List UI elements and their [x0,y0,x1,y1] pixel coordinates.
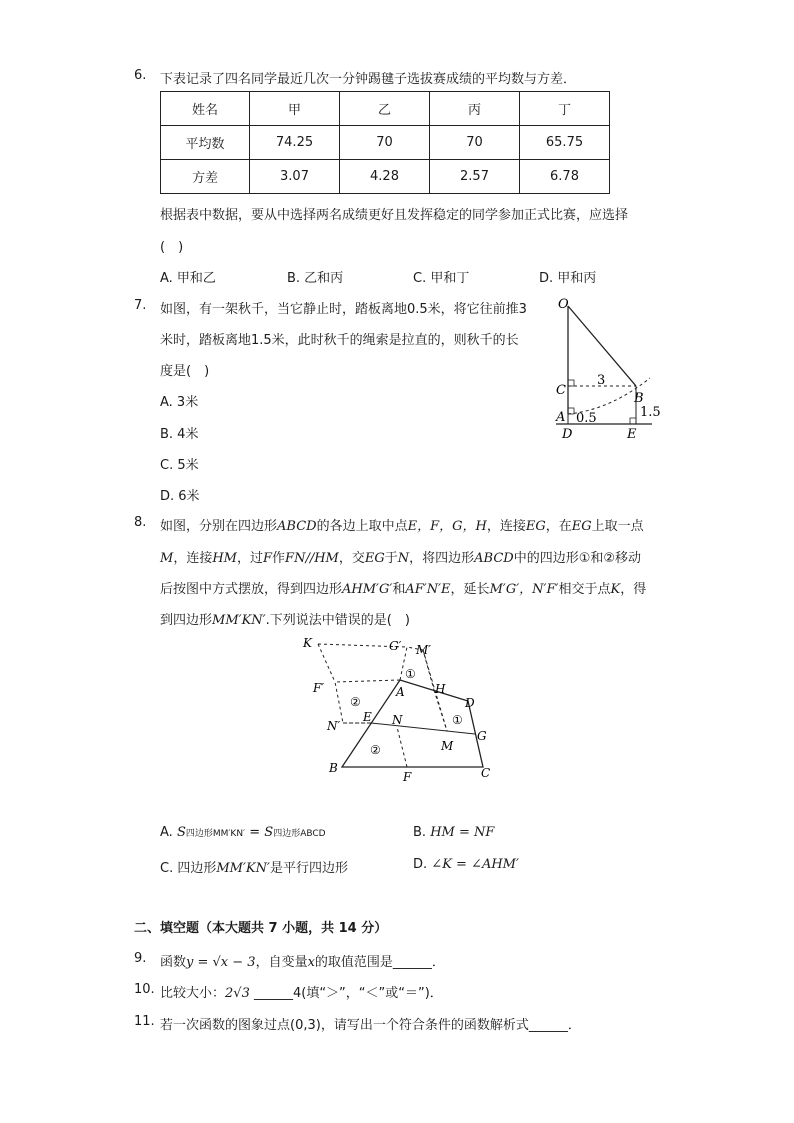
q7-number: 7. [134,298,147,313]
q6-option-a[interactable]: A. 甲和乙 [160,271,216,286]
table-cell: 乙 [340,92,430,126]
q6-score-table [160,91,610,194]
right-angle-mark [568,408,574,414]
q10-number: 10. [134,982,155,997]
q8-option-d[interactable]: D. ∠K = ∠AHM′ [413,857,519,872]
dim-horizontal: 3 [597,373,606,388]
label-m: M [441,739,454,753]
q6-question-line2: ( ) [160,240,184,255]
q8-option-c[interactable]: C. 四边形MM′KN′是平行四边形 [160,861,348,876]
q11-number: 11. [134,1014,155,1029]
segment-fn [397,727,407,767]
q7-option-a[interactable]: A. 3米 [160,395,199,410]
q8-option-a[interactable]: A. S四边形MM′KN′ = S四边形ABCD [160,825,326,840]
label-o: O [558,297,569,312]
region-two: ② [370,743,381,757]
table-cell: 2.57 [430,160,520,194]
table-cell: 4.28 [340,160,430,194]
region-one: ① [452,713,463,727]
table-cell: 65.75 [520,126,610,160]
table-cell: 6.78 [520,160,610,194]
label-a: A [556,410,566,425]
label-f-prime: F′ [313,681,325,695]
q7-line2: 米时，踏板离地1.5米，此时秋千的绳索是拉直的，则秋千的长 [160,333,519,348]
table-cell: 方差 [161,160,250,194]
table-cell: 平均数 [161,126,250,160]
q8-number: 8. [134,515,147,530]
label-g-prime: G′ [389,639,402,653]
segment-kf [318,644,335,682]
label-m-prime: M′ [416,643,432,657]
table-cell: 74.25 [250,126,340,160]
table-cell: 丁 [520,92,610,126]
label-c: C [556,383,566,398]
right-angle-mark [630,418,636,424]
dim-ground-a: 0.5 [576,411,597,426]
label-h: H [435,682,446,696]
q6-number: 6. [134,68,147,83]
label-n: N [392,713,403,727]
q7-line3: 度是( ) [160,364,210,379]
right-angle-mark [568,380,574,386]
table-header-row [161,92,610,126]
table-row [161,126,610,160]
q8-line4: 到四边形MM′KN′.下列说法中错误的是( ) [160,613,410,628]
label-g: G [477,729,487,743]
quadrilateral-figure [295,630,505,790]
label-a: A [396,685,405,699]
table-row [161,160,610,194]
q7-line1: 如图，有一架秋千，当它静止时，踏板离地0.5米，将它往前推3 [160,302,527,317]
table-cell: 70 [340,126,430,160]
q10-text: 比较大小：2√3 ______4(填“＞”，“＜”或“＝”)． [160,986,443,1001]
q8-line2: M，连接HM，过F作FN//HM，交EG于N，将四边形ABCD中的四边形①和②移动 [160,551,642,566]
region-two-moved: ② [350,695,361,709]
q8-line1: 如图，分别在四边形ABCD的各边上取中点E，F，G，H，连接EG，在EG上取一点 [160,519,644,534]
q8-line3: 后按图中方式摆放，得到四边形AHM′G′和AF′N′E，延长M′G′，N′F′相交于点K，得 [160,582,647,597]
q11-text: 若一次函数的图象过点(0,3)，请写出一个符合条件的函数解析式______． [160,1018,581,1033]
dim-ground-b: 1.5 [640,405,661,420]
q7-option-d[interactable]: D. 6米 [160,489,200,504]
q9-number: 9. [134,951,147,966]
table-cell: 丙 [430,92,520,126]
table-cell: 姓名 [161,92,250,126]
label-e: E [363,710,372,724]
label-f: F [403,770,412,784]
region-one-moved: ① [405,667,416,681]
section-title: 二、填空题（本大题共 7 小题，共 14 分） [134,921,388,936]
label-d: D [562,427,573,442]
table-cell: 3.07 [250,160,340,194]
label-b: B [329,761,338,775]
label-e: E [627,427,637,442]
q6-option-d[interactable]: D. 甲和丙 [539,271,597,286]
q8-option-b[interactable]: B. HM = NF [413,825,495,840]
table-cell: 甲 [250,92,340,126]
table-cell: 70 [430,126,520,160]
label-k: K [303,636,312,650]
label-b: B [634,391,644,406]
q7-option-c[interactable]: C. 5米 [160,458,199,473]
label-c: C [481,766,491,780]
label-n-prime: N′ [327,719,341,733]
q6-stem: 下表记录了四名同学最近几次一分钟踢毽子选拔赛成绩的平均数与方差． [160,72,577,87]
swing-figure [550,292,670,442]
q7-option-b[interactable]: B. 4米 [160,427,199,442]
q6-option-b[interactable]: B. 乙和丙 [287,271,344,286]
q9-text: 函数y = √x − 3，自变量x的取值范围是______． [160,955,445,970]
label-d: D [465,696,475,710]
q6-question-line1: 根据表中数据，要从中选择两名成绩更好且发挥稳定的同学参加正式比赛，应选择 [160,208,629,223]
q6-option-c[interactable]: C. 甲和丁 [413,271,470,286]
